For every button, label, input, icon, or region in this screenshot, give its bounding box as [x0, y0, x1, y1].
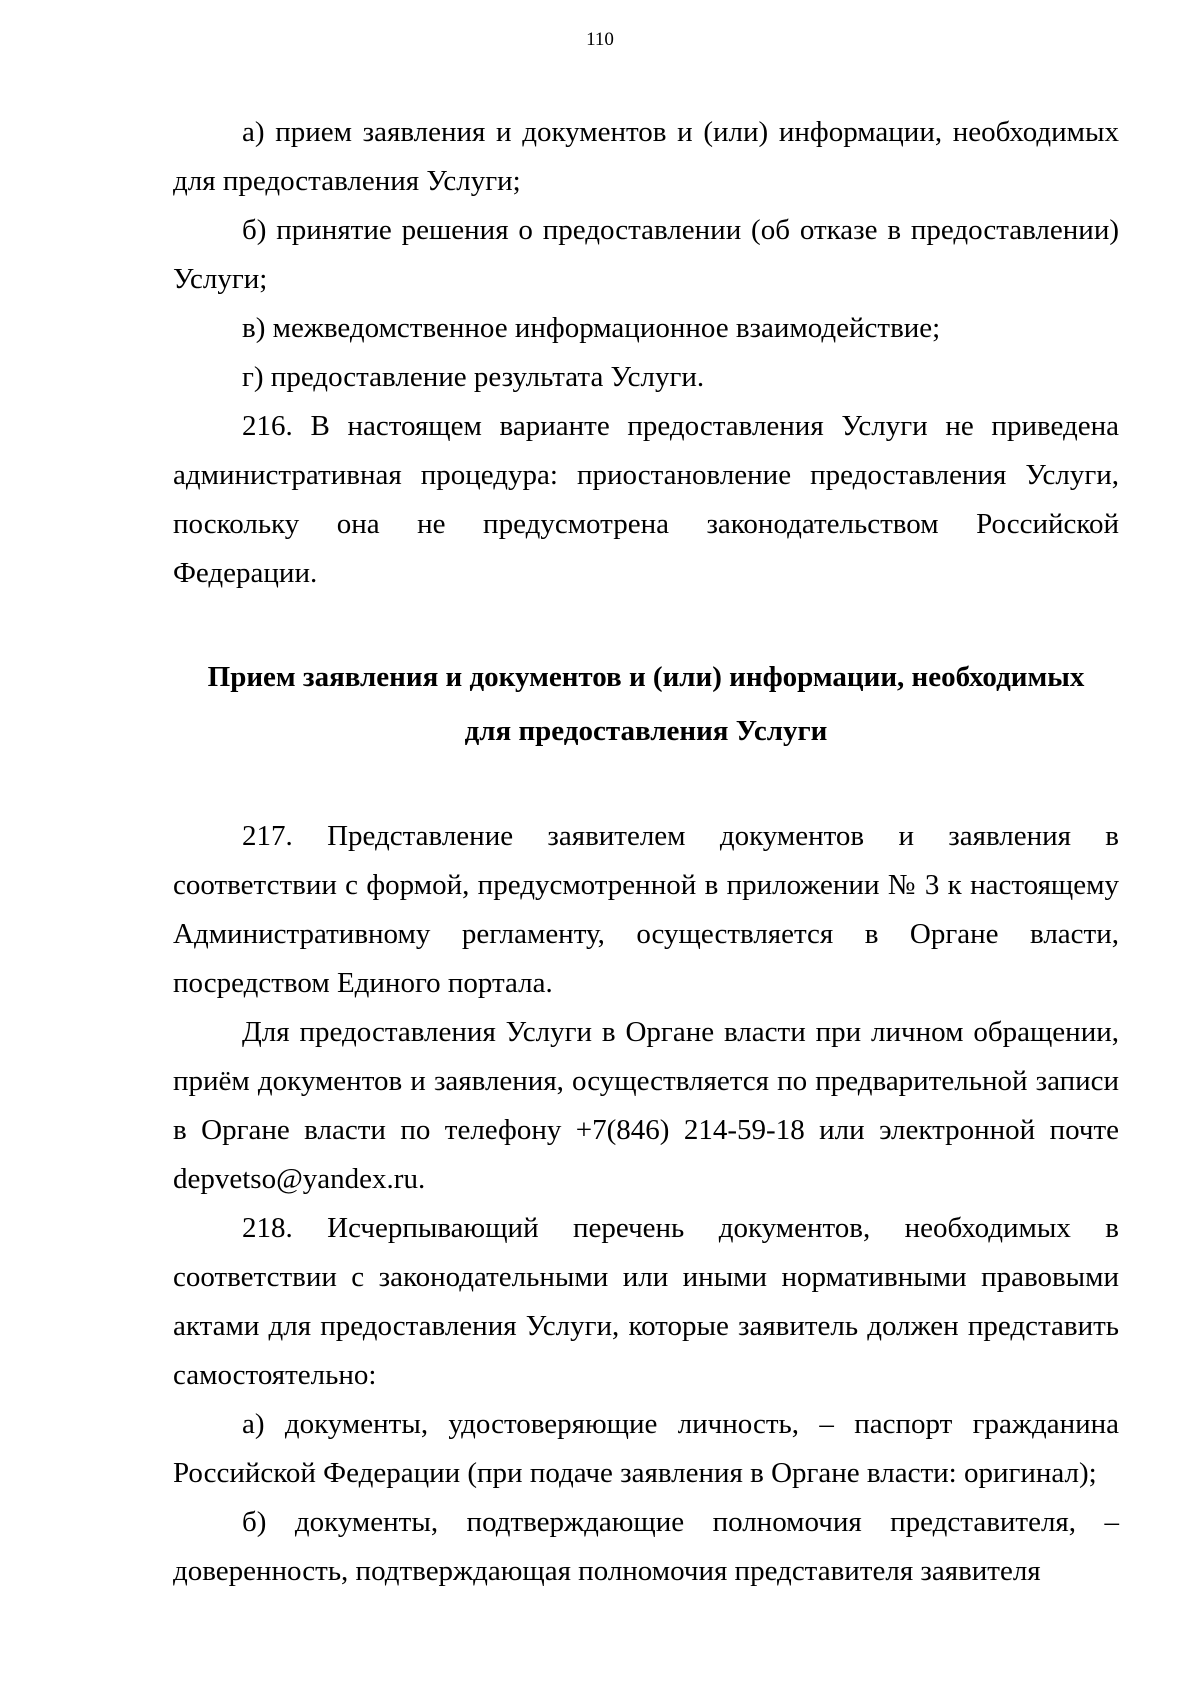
document-body: [173, 108, 1119, 1596]
section-heading-line-1: Прием заявления и документов и (или) информации, необходимых: [207, 661, 1085, 693]
paragraph-item-a: а) прием заявления и документов и (или) информации, необходимых для предоставления Услуги;: [173, 116, 1119, 197]
section-heading-line-2: для предоставления Услуги: [464, 715, 828, 747]
page-number: 110: [586, 29, 614, 50]
section-heading: [173, 650, 1119, 758]
paragraph-item-v: в) межведомственное информационное взаимодействие;: [242, 312, 941, 344]
paragraph-item-b: б) принятие решения о предоставлении (об отказе в предоставлении) Услуги;: [173, 214, 1119, 295]
paragraph-217: 217. Представление заявителем документов и заявления в соответствии с формой, предусмотренной в приложении № 3 к настоящему Административному регламенту, осуществляется в Органе власти, посредством Единого портала.: [173, 820, 1119, 999]
paragraph-item-g: г) предоставление результата Услуги.: [242, 361, 705, 393]
paragraph-218: 218. Исчерпывающий перечень документов, необходимых в соответствии с законодательными или иными нормативными правовыми актами для предоставления Услуги, которые заявитель должен представить самостоятельно:: [173, 1212, 1119, 1391]
paragraph-216: 216. В настоящем варианте предоставления Услуги не приведена административная процедура: приостановление предоставления Услуги, поскольку она не предусмотрена законодательством Российской Федерации.: [173, 410, 1119, 589]
paragraph-appointment-info: Для предоставления Услуги в Органе власти при личном обращении, приём документов и заявления, осуществляется по предварительной записи в Органе власти по телефону +7(846) 214-59-18 или электронной почте depvetso@yandex.ru.: [173, 1016, 1119, 1195]
paragraph-218-item-b: б) документы, подтверждающие полномочия представителя, – доверенность, подтверждающая полномочия представителя заявителя: [173, 1506, 1119, 1587]
paragraph-218-item-a: а) документы, удостоверяющие личность, – паспорт гражданина Российской Федерации (при подаче заявления в Органе власти: оригинал);: [173, 1408, 1119, 1489]
